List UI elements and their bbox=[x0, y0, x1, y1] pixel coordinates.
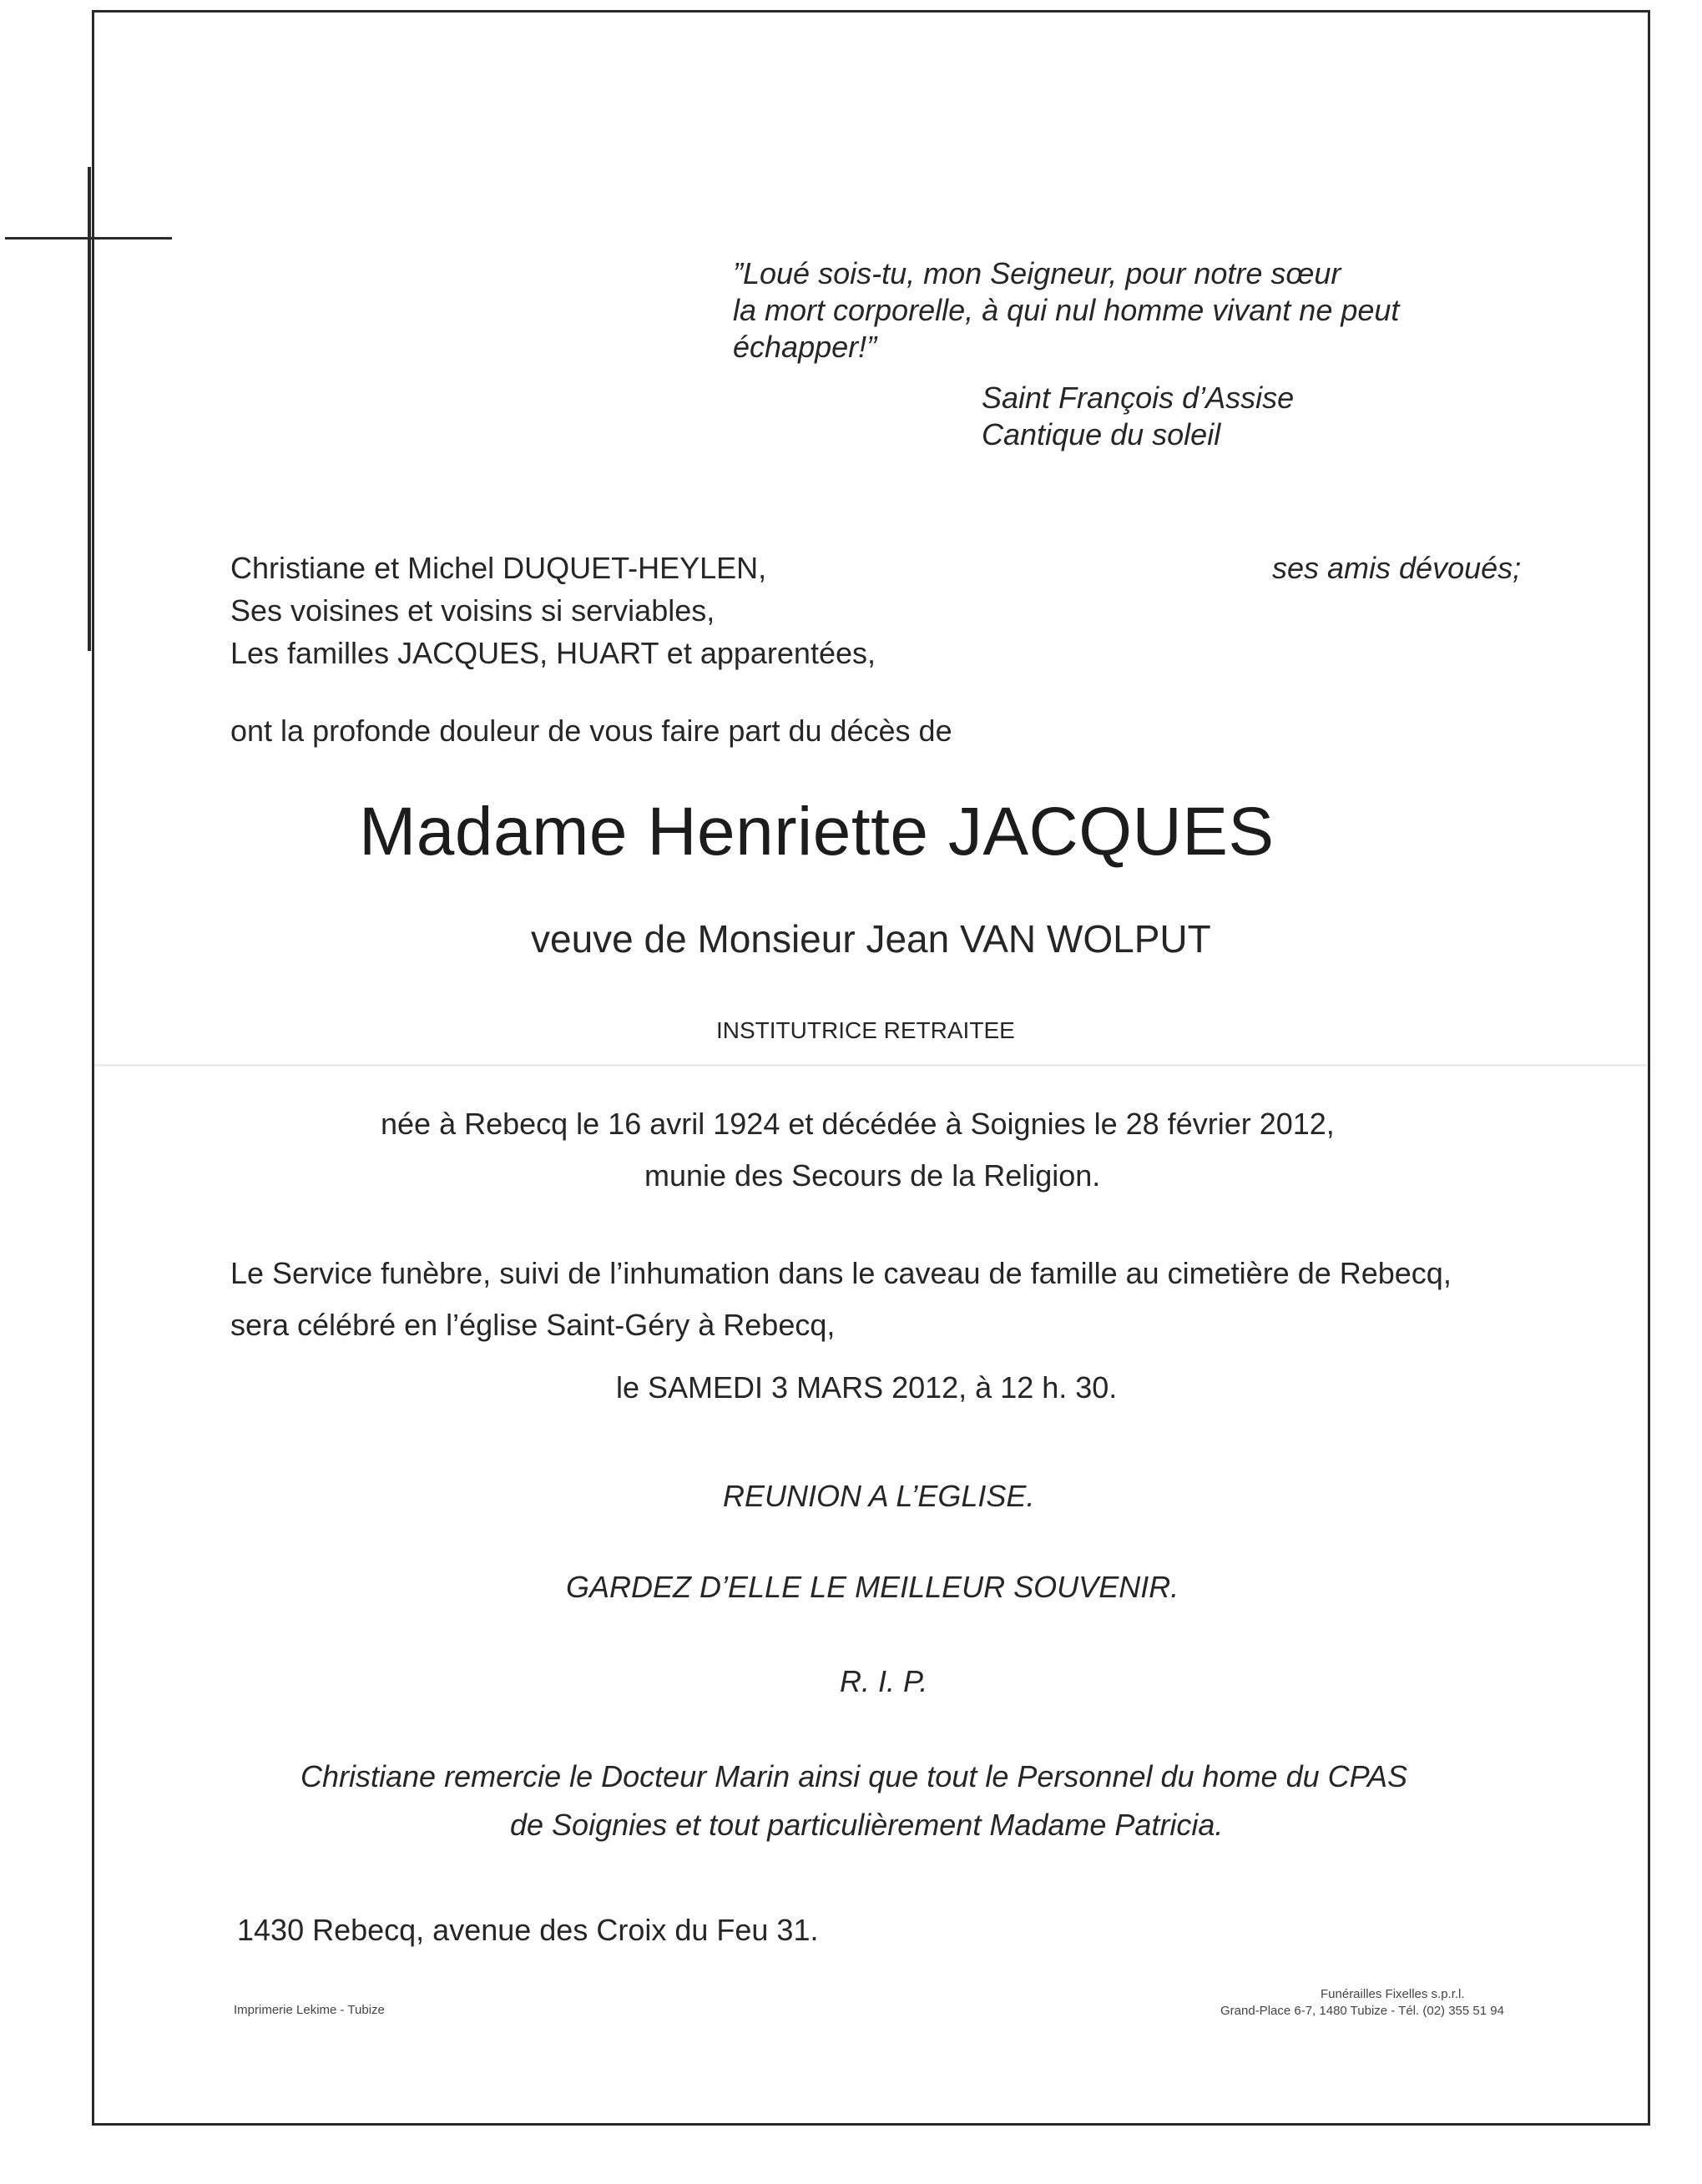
announcement-text: ont la profonde douleur de vous faire part du décès de bbox=[230, 714, 952, 748]
service-line-2: sera célébré en l’église Saint-Géry à Rebecq, bbox=[230, 1308, 836, 1342]
family-line-3: Les familles JACQUES, HUART et apparentées, bbox=[230, 636, 876, 670]
service-line-1: Le Service funèbre, suivi de l’inhumation dans le caveau de famille au cimetière de Rebecq, bbox=[230, 1256, 1452, 1290]
profession-line: INSTITUTRICE RETRAITEE bbox=[716, 1017, 1015, 1043]
quote-source: Cantique du soleil bbox=[982, 417, 1221, 451]
quote-author: Saint François d’Assise bbox=[982, 381, 1295, 415]
thanks-line-1: Christiane remercie le Docteur Marin ainsi que tout le Personnel du home du CPAS bbox=[301, 1759, 1407, 1793]
reunion-line: REUNION A L’EGLISE. bbox=[723, 1479, 1035, 1513]
family-line-1: Christiane et Michel DUQUET-HEYLEN, bbox=[230, 551, 767, 585]
cross-vertical-bar bbox=[88, 167, 91, 651]
printer-credit: Imprimerie Lekime - Tubize bbox=[234, 2003, 385, 2017]
thanks-line-2: de Soignies et tout particulièrement Madame Patricia. bbox=[510, 1808, 1224, 1842]
address-line: 1430 Rebecq, avenue des Croix du Feu 31. bbox=[237, 1913, 819, 1947]
religion-line: munie des Secours de la Religion. bbox=[644, 1158, 1101, 1193]
funeral-home-address: Grand-Place 6-7, 1480 Tubize - Tél. (02) 355 51 94 bbox=[1220, 2004, 1504, 2018]
friends-line: ses amis dévoués; bbox=[1272, 551, 1522, 585]
family-line-2: Ses voisines et voisins si serviables, bbox=[230, 593, 715, 628]
widow-of-line: veuve de Monsieur Jean VAN WOLPUT bbox=[531, 917, 1211, 961]
cross-horizontal-bar bbox=[5, 237, 172, 240]
deceased-name: Madame Henriette JACQUES bbox=[359, 794, 1275, 870]
quote-line-1: ”Loué sois-tu, mon Seigneur, pour notre sœur bbox=[733, 256, 1341, 290]
service-date-line: le SAMEDI 3 MARS 2012, à 12 h. 30. bbox=[616, 1370, 1118, 1405]
quote-line-3: échapper!” bbox=[733, 330, 877, 364]
rip-line: R. I. P. bbox=[840, 1664, 928, 1698]
paper-fold-line bbox=[94, 1064, 1647, 1067]
birth-death-line: née à Rebecq le 16 avril 1924 et décédée à Soignies le 28 février 2012, bbox=[381, 1107, 1335, 1141]
souvenir-line: GARDEZ D’ELLE LE MEILLEUR SOUVENIR. bbox=[566, 1570, 1179, 1604]
quote-line-2: la mort corporelle, à qui nul homme vivant ne peut bbox=[733, 293, 1400, 327]
funeral-home-name: Funérailles Fixelles s.p.r.l. bbox=[1321, 1987, 1465, 2001]
